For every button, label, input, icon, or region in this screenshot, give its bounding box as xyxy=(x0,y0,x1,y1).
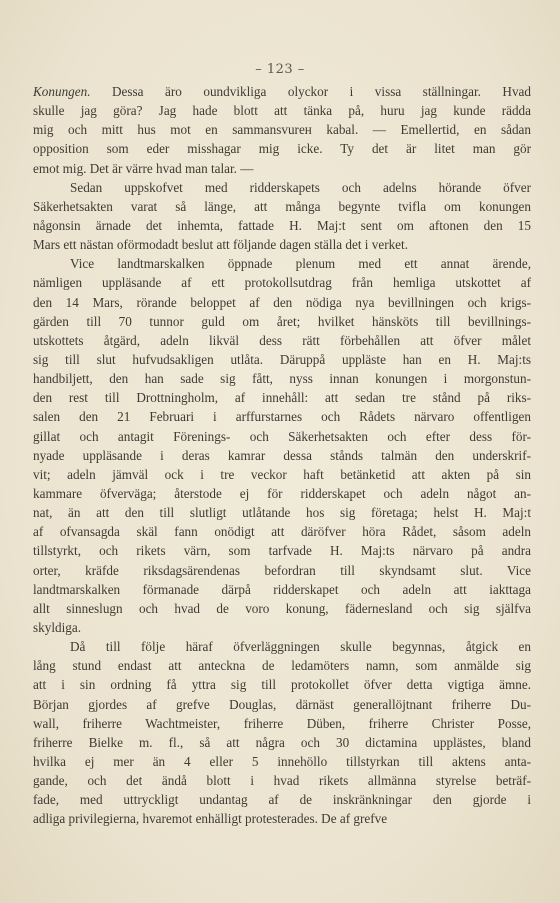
line-text: skyldiga. xyxy=(33,619,81,635)
text-line xyxy=(33,541,531,560)
line-text: wall, friherre Wachtmeister, friherre Düben, friherre Christer Posse, xyxy=(33,715,531,731)
line-text: af ofvansagda skäl fann onödigt att däröfver höra Rådet, såsom adeln xyxy=(33,524,531,540)
text-line xyxy=(33,216,531,235)
body-text xyxy=(33,82,531,828)
line-text: fade, med uttryckligt undantag af de inskränkningar den gjorde i xyxy=(33,792,531,808)
text-line xyxy=(33,771,531,790)
line-text: vit; adeln jämväl ock i tre veckor haft betänketid att akten på sin xyxy=(33,466,531,482)
text-line xyxy=(33,714,531,733)
text-line xyxy=(33,733,531,752)
text-line xyxy=(33,465,531,484)
text-line xyxy=(33,331,531,350)
line-text: emot mig. Det är värre hvad man talar. — xyxy=(33,160,254,176)
text-line xyxy=(33,235,531,254)
text-line xyxy=(33,254,531,273)
line-text: utskottets åtgärd, adeln likväl dess rätt förbehållen att öfver målet xyxy=(33,332,531,348)
text-line xyxy=(33,101,531,120)
text-line xyxy=(33,561,531,580)
text-line xyxy=(33,790,531,809)
line-text: allt sinneslugn och hvad de voro konung, fäderneslаnd och sig själfva xyxy=(33,600,531,616)
line-text: hvilka ej mer än 4 eller 5 innehöllo tillstyrkan till aktens anta- xyxy=(33,753,531,769)
line-text: opposition som eder misshagar mig icke. Ty det är litet man gör xyxy=(33,141,531,157)
text-line xyxy=(33,618,531,637)
line-text: mig och mitt hus mot en sammansvurен kabal. — Emellertid, en sådan xyxy=(33,122,531,138)
line-text: nat, än att den till slutligt utlåtande hos sig företaga; helst H. Maj:t xyxy=(33,505,531,521)
line-text: Vice landtmarskalken öppnade plenum med ett annat ärende, xyxy=(70,256,531,272)
text-line xyxy=(33,120,531,139)
text-line xyxy=(33,427,531,446)
text-line xyxy=(33,197,531,216)
line-text: Mars ett nästan oförmodadt beslut att följande dagen ställa det i verket. xyxy=(33,237,408,253)
line-text: gande, och det ändå blott i hvad rikets allmänna styrelse beträf- xyxy=(33,773,531,789)
text-line xyxy=(33,82,531,101)
line-text: någonsin ärnade det inhemta, fattade H. Maj:t sent om aftonen den 15 xyxy=(33,217,531,233)
line-text: friherre Bielke m. fl., så att några och 30 dictamina upplästes, bland xyxy=(33,734,531,750)
text-line xyxy=(33,350,531,369)
text-line xyxy=(33,484,531,503)
line-text: nyade uppläsande i deras kamrar dessa stånds talmän den underskrif- xyxy=(33,447,531,463)
line-text: salen den 21 Februari i arffurstarnes och Rådets närvaro offentligen xyxy=(33,409,531,425)
text-line xyxy=(33,580,531,599)
text-line xyxy=(33,388,531,407)
line-text: Sedan uppskofvet med ridderskapets och adelns hörande öfver xyxy=(70,179,531,195)
text-line xyxy=(33,139,531,158)
line-text: gärden till 70 tunnor guld om året; hvilket hänsköts till bevillnings- xyxy=(33,313,531,329)
line-text: tillstyrkt, och rikets värn, som tarfvade H. Maj:ts närvaro på andra xyxy=(33,543,531,559)
line-text: landtmarskalken förmanade därpå ridderskapet och adeln att iakttaga xyxy=(33,581,531,597)
text-line xyxy=(33,675,531,694)
line-text: orter, kräfde riksdagsärendenas befordran till skyndsamt slut. Vice xyxy=(33,562,531,578)
line-text: adliga privilegierna, hvaremot enhälligt protesterades. De af grefve xyxy=(33,811,388,827)
line-text: den rest till Drottningholm, af innehåll: att sedan tre stånd på riks- xyxy=(33,390,531,406)
line-text: lång stund endast att anteckna de ledamöters namn, som anmälde sig xyxy=(33,658,531,674)
text-line xyxy=(33,446,531,465)
line-text: Då till följe häraf öfverläggningen skulle begynnas, åtgick en xyxy=(70,639,531,655)
speaker-label: Konungen. xyxy=(33,84,91,99)
line-text: sig till slut hufvudsakligen utlåta. Däruppå uppläste han en H. Maj:ts xyxy=(33,351,531,367)
line-text: Säkerhetsakten varat så länge, att många begynte tvifla om konungen xyxy=(33,198,531,214)
line-text: nämligen uppläsande af ett protokollsutdrag från hemliga utskottet af xyxy=(33,275,531,291)
text-line xyxy=(33,159,531,178)
line-text: handbiljett, den han sade sig fått, nyss innan konungen i morgonstun- xyxy=(33,371,531,387)
line-text: skulle jag göra? Jag hade blott att tänka på, huru jag kunde rädda xyxy=(33,103,531,119)
line-text: kammare öfverväga; återstode ej för ridderskapet och adeln något an- xyxy=(33,485,531,501)
line-text: den 14 Mars, rörande beloppet af den nödiga nya bevillningen och krigs- xyxy=(33,294,531,310)
line-text: Dessa äro oundvikliga olyckor i vissa ställningar. Hvad xyxy=(90,84,531,99)
page-number: – 123 – xyxy=(255,62,305,77)
text-line xyxy=(33,695,531,714)
text-line xyxy=(33,637,531,656)
text-line xyxy=(33,522,531,541)
text-line xyxy=(33,809,531,828)
line-text: gillat och antagit Förenings- och Säkerhetsakten och efter dess för- xyxy=(33,428,531,444)
text-line xyxy=(33,178,531,197)
text-line xyxy=(33,312,531,331)
line-text: att i sin ordning få yttra sig till protokollet öfver detta vigtiga ämne. xyxy=(33,677,531,693)
text-line xyxy=(33,293,531,312)
text-line xyxy=(33,407,531,426)
text-line xyxy=(33,273,531,292)
text-line xyxy=(33,369,531,388)
text-line xyxy=(33,752,531,771)
text-line xyxy=(33,503,531,522)
text-line xyxy=(33,599,531,618)
line-text: Början gjordes af grefve Douglas, därnäst generallöjtnant friherre Du- xyxy=(33,696,531,712)
text-line xyxy=(33,656,531,675)
